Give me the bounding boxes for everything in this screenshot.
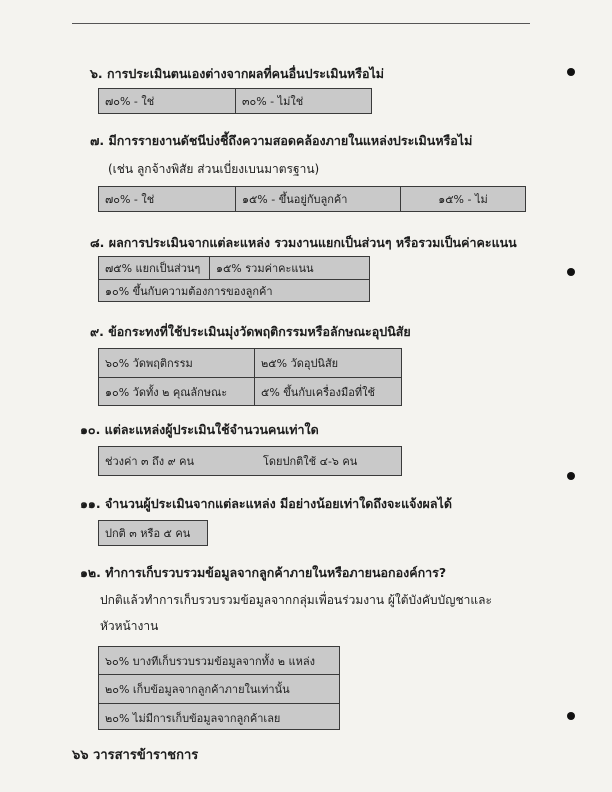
- binder-hole: [567, 268, 575, 276]
- answer-option: ๗๐% - ใช่: [105, 193, 155, 206]
- page-footer: ๖๖ วารสารข้าราชการ: [72, 748, 199, 763]
- answer-option: โดยปกติใช้ ๔-๖ คน: [263, 455, 358, 468]
- question-7-answers: [98, 186, 526, 212]
- answer-option: ๖๐% บางทีเก็บรวบรวมข้อมูลจากทั้ง ๒ แหล่ง: [105, 654, 315, 668]
- question-7-note: (เช่น ลูกจ้างพิสัย ส่วนเบี่ยงเบนมาตรฐาน): [108, 162, 320, 176]
- answer-option: ๓๐% - ไม่ใช่: [235, 89, 371, 113]
- answer-option: ช่วงค่า ๓ ถึง ๙ คน: [105, 455, 195, 468]
- answer-option: ๒๕% วัดอุปนิสัย: [254, 349, 401, 377]
- question-6-answers: [98, 88, 372, 114]
- answer-option: ๑๕% - ไม่: [400, 187, 525, 211]
- question-8-answers: [98, 256, 370, 302]
- answer-option: ๒๐% ไม่มีการเก็บข้อมูลจากลูกค้าเลย: [105, 711, 281, 725]
- answer-option: ๑๕% - ขึ้นอยู่กับลูกค้า: [235, 187, 400, 211]
- question-12-paragraph-cont: หัวหน้างาน: [100, 619, 159, 633]
- question-11-title: ๑๑. จำนวนผู้ประเมินจากแต่ละแหล่ง มีอย่างน้อยเท่าใดถึงจะแจ้งผลได้: [80, 496, 452, 511]
- answer-option: ๑๕% รวมค่าคะแนน: [209, 257, 369, 279]
- answer-option: ๑๐% ขึ้นกับความต้องการของลูกค้า: [105, 285, 273, 298]
- header-rule: [72, 23, 530, 24]
- question-11-answers: [98, 520, 208, 546]
- question-12-title: ๑๒. ทำการเก็บรวบรวมข้อมูลจากลูกค้าภายในหรือภายนอกองค์การ?: [80, 565, 447, 580]
- binder-hole: [567, 712, 575, 720]
- answer-option: ๒๐% เก็บข้อมูลจากลูกค้าภายในเท่านั้น: [105, 683, 290, 696]
- question-7-title: ๗. มีการรายงานดัชนีบ่งชี้ถึงความสอดคล้องภายในแหล่งประเมินหรือไม่: [90, 133, 473, 148]
- answer-option: ๕% ขึ้นกับเครื่องมือที่ใช้: [254, 378, 401, 406]
- binder-hole: [567, 68, 575, 76]
- answer-option: ๗๕% แยกเป็นส่วนๆ: [105, 262, 201, 275]
- question-12-answers: [98, 646, 340, 730]
- answer-option: ปกติ ๓ หรือ ๕ คน: [105, 527, 191, 540]
- question-12-paragraph: ปกติแล้วทำการเก็บรวบรวมข้อมูลจากกลุ่มเพื่อนร่วมงาน ผู้ใต้บังคับบัญชาและ: [100, 593, 492, 607]
- answer-option: ๖๐% วัดพฤติกรรม: [105, 357, 193, 370]
- question-9-title: ๙. ข้อกระทงที่ใช้ประเมินมุ่งวัดพฤติกรรมหรือลักษณะอุปนิสัย: [90, 324, 411, 339]
- question-10-title: ๑๐. แต่ละแหล่งผู้ประเมินใช้จำนวนคนเท่าใด: [80, 422, 319, 437]
- question-10-answers: [98, 446, 402, 476]
- question-8-title: ๘. ผลการประเมินจากแต่ละแหล่ง รวมงานแยกเป็นส่วนๆ หรือรวมเป็นค่าคะแนน: [90, 235, 517, 250]
- question-9-answers: [98, 348, 402, 406]
- question-6-title: ๖. การประเมินตนเองต่างจากผลที่คนอื่นประเมินหรือไม่: [90, 66, 385, 81]
- answer-option: ๑๐% วัดทั้ง ๒ คุณลักษณะ: [105, 386, 228, 399]
- answer-option: ๗๐% - ใช่: [105, 95, 155, 108]
- binder-hole: [567, 472, 575, 480]
